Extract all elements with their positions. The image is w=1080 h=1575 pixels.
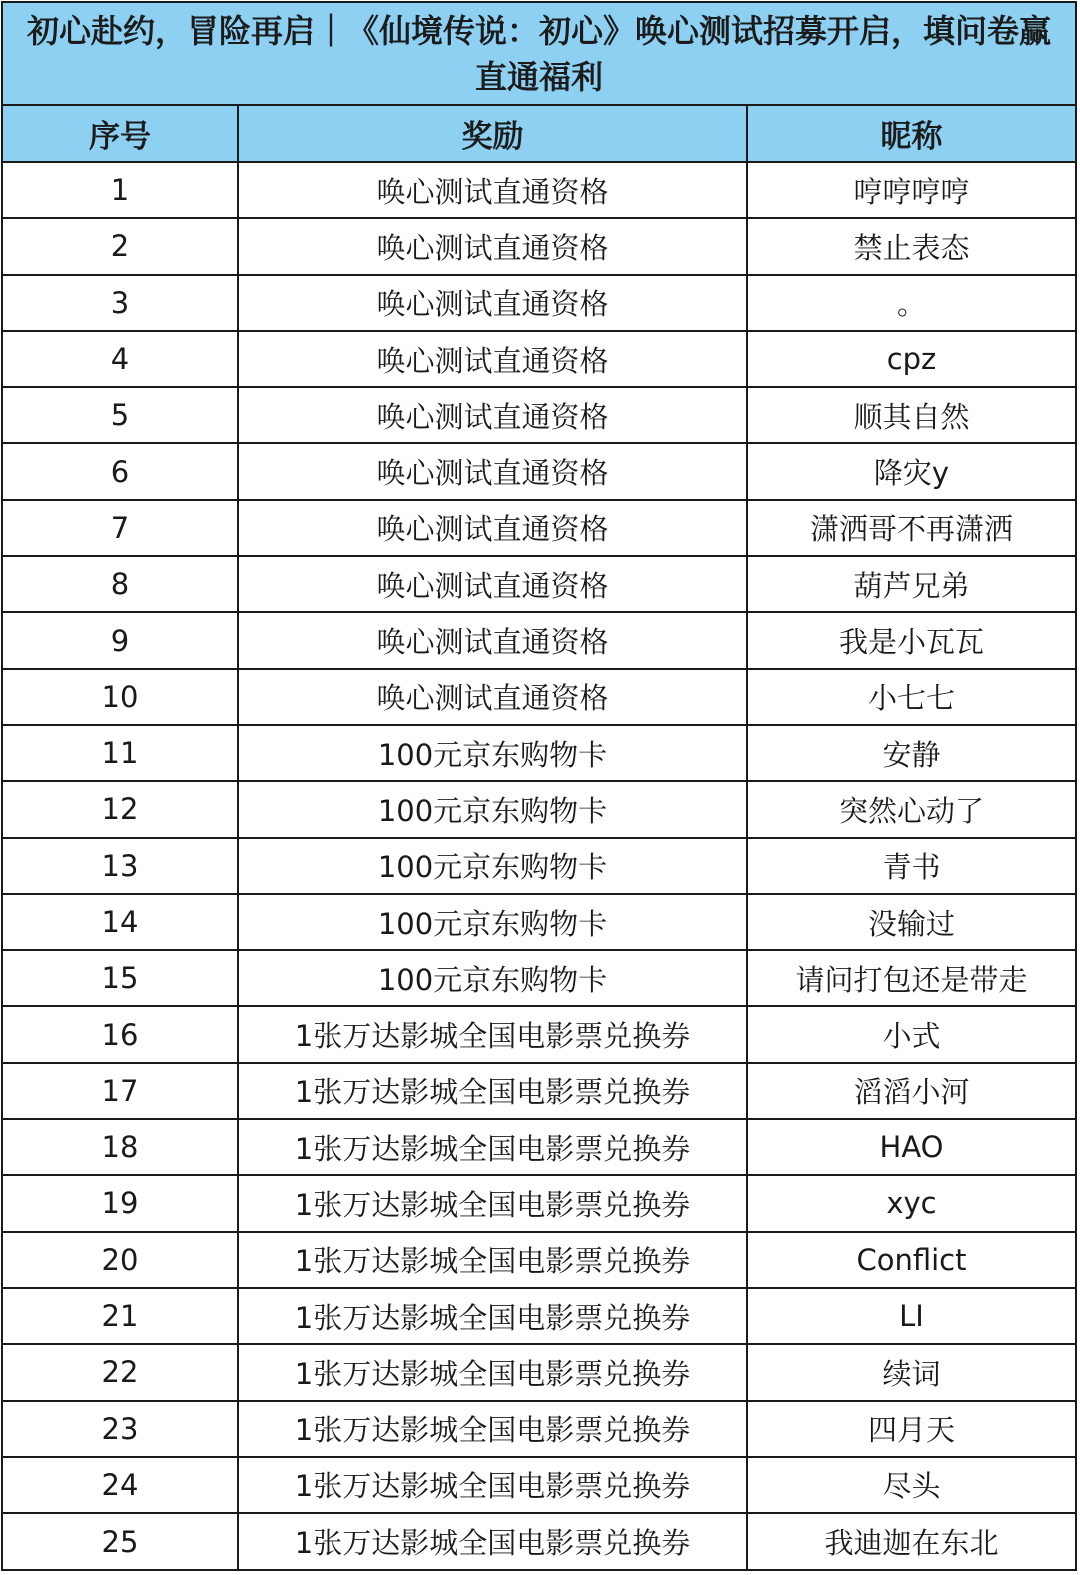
cell-nickname: 安静 bbox=[747, 725, 1075, 781]
cell-nickname: xyc bbox=[747, 1175, 1075, 1231]
cell-nickname: 小式 bbox=[747, 1006, 1075, 1062]
cell-index: 3 bbox=[3, 275, 238, 331]
cell-index: 18 bbox=[3, 1119, 238, 1175]
cell-reward: 1张万达影城全国电影票兑换券 bbox=[238, 1401, 747, 1457]
winners-table bbox=[3, 106, 1075, 1569]
table-row bbox=[3, 387, 1075, 443]
cell-reward: 1张万达影城全国电影票兑换券 bbox=[238, 1119, 747, 1175]
table-row bbox=[3, 950, 1075, 1006]
cell-reward: 1张万达影城全国电影票兑换券 bbox=[238, 1457, 747, 1513]
cell-nickname: 尽头 bbox=[747, 1457, 1075, 1513]
cell-reward: 唤心测试直通资格 bbox=[238, 500, 747, 556]
cell-reward: 唤心测试直通资格 bbox=[238, 331, 747, 387]
table-header-row bbox=[3, 106, 1075, 162]
cell-reward: 唤心测试直通资格 bbox=[238, 162, 747, 218]
cell-index: 20 bbox=[3, 1232, 238, 1288]
cell-nickname: 请问打包还是带走 bbox=[747, 950, 1075, 1006]
cell-index: 6 bbox=[3, 443, 238, 499]
cell-reward: 100元京东购物卡 bbox=[238, 725, 747, 781]
cell-index: 9 bbox=[3, 612, 238, 668]
cell-index: 17 bbox=[3, 1063, 238, 1119]
table-row bbox=[3, 275, 1075, 331]
cell-reward: 100元京东购物卡 bbox=[238, 781, 747, 837]
table-row bbox=[3, 781, 1075, 837]
table-row bbox=[3, 556, 1075, 612]
table-row bbox=[3, 443, 1075, 499]
cell-reward: 1张万达影城全国电影票兑换券 bbox=[238, 1232, 747, 1288]
cell-nickname: cpz bbox=[747, 331, 1075, 387]
cell-reward: 100元京东购物卡 bbox=[238, 838, 747, 894]
cell-nickname: 葫芦兄弟 bbox=[747, 556, 1075, 612]
cell-index: 7 bbox=[3, 500, 238, 556]
cell-reward: 1张万达影城全国电影票兑换券 bbox=[238, 1513, 747, 1569]
table-row bbox=[3, 1063, 1075, 1119]
table-row bbox=[3, 1175, 1075, 1231]
cell-nickname: 滔滔小河 bbox=[747, 1063, 1075, 1119]
table-row bbox=[3, 1119, 1075, 1175]
cell-index: 12 bbox=[3, 781, 238, 837]
table-row bbox=[3, 218, 1075, 274]
cell-nickname: 降灾y bbox=[747, 443, 1075, 499]
column-header-reward: 奖励 bbox=[238, 106, 747, 162]
cell-nickname: 突然心动了 bbox=[747, 781, 1075, 837]
cell-index: 4 bbox=[3, 331, 238, 387]
table-row bbox=[3, 1401, 1075, 1457]
cell-index: 8 bbox=[3, 556, 238, 612]
cell-reward: 1张万达影城全国电影票兑换券 bbox=[238, 1344, 747, 1400]
cell-nickname: 小七七 bbox=[747, 669, 1075, 725]
cell-index: 22 bbox=[3, 1344, 238, 1400]
cell-nickname: LI bbox=[747, 1288, 1075, 1344]
cell-index: 11 bbox=[3, 725, 238, 781]
table-row bbox=[3, 894, 1075, 950]
cell-index: 16 bbox=[3, 1006, 238, 1062]
cell-reward: 1张万达影城全国电影票兑换券 bbox=[238, 1063, 747, 1119]
cell-reward: 100元京东购物卡 bbox=[238, 894, 747, 950]
cell-reward: 唤心测试直通资格 bbox=[238, 556, 747, 612]
cell-reward: 唤心测试直通资格 bbox=[238, 275, 747, 331]
cell-reward: 1张万达影城全国电影票兑换券 bbox=[238, 1006, 747, 1062]
table-row bbox=[3, 612, 1075, 668]
table-body bbox=[3, 162, 1075, 1569]
column-header-nickname: 昵称 bbox=[747, 106, 1075, 162]
table-row bbox=[3, 1232, 1075, 1288]
cell-nickname: 续词 bbox=[747, 1344, 1075, 1400]
cell-index: 5 bbox=[3, 387, 238, 443]
cell-nickname: 哼哼哼哼 bbox=[747, 162, 1075, 218]
cell-nickname: 顺其自然 bbox=[747, 387, 1075, 443]
cell-nickname: 青书 bbox=[747, 838, 1075, 894]
cell-reward: 唤心测试直通资格 bbox=[238, 387, 747, 443]
cell-index: 14 bbox=[3, 894, 238, 950]
cell-nickname: 四月天 bbox=[747, 1401, 1075, 1457]
cell-reward: 唤心测试直通资格 bbox=[238, 612, 747, 668]
cell-reward: 唤心测试直通资格 bbox=[238, 218, 747, 274]
cell-index: 24 bbox=[3, 1457, 238, 1513]
cell-nickname: 。 bbox=[747, 275, 1075, 331]
table-row bbox=[3, 1288, 1075, 1344]
table-row bbox=[3, 162, 1075, 218]
sheet-title: 初心赴约，冒险再启｜《仙境传说：初心》唤心测试招募开启，填问卷赢直通福利 bbox=[3, 3, 1075, 106]
table-row bbox=[3, 500, 1075, 556]
column-header-index: 序号 bbox=[3, 106, 238, 162]
table-row bbox=[3, 1344, 1075, 1400]
table-row bbox=[3, 838, 1075, 894]
cell-index: 19 bbox=[3, 1175, 238, 1231]
cell-index: 21 bbox=[3, 1288, 238, 1344]
cell-nickname: 我迪迦在东北 bbox=[747, 1513, 1075, 1569]
cell-nickname: HAO bbox=[747, 1119, 1075, 1175]
cell-reward: 1张万达影城全国电影票兑换券 bbox=[238, 1288, 747, 1344]
cell-index: 13 bbox=[3, 838, 238, 894]
table-row bbox=[3, 725, 1075, 781]
table-row bbox=[3, 1006, 1075, 1062]
table-row bbox=[3, 1513, 1075, 1569]
cell-index: 15 bbox=[3, 950, 238, 1006]
table-row bbox=[3, 669, 1075, 725]
cell-nickname: 潇洒哥不再潇洒 bbox=[747, 500, 1075, 556]
cell-nickname: 禁止表态 bbox=[747, 218, 1075, 274]
cell-index: 2 bbox=[3, 218, 238, 274]
table-row bbox=[3, 331, 1075, 387]
cell-nickname: 我是小瓦瓦 bbox=[747, 612, 1075, 668]
table-row bbox=[3, 1457, 1075, 1513]
cell-index: 23 bbox=[3, 1401, 238, 1457]
cell-nickname: Conflict bbox=[747, 1232, 1075, 1288]
cell-index: 10 bbox=[3, 669, 238, 725]
cell-reward: 100元京东购物卡 bbox=[238, 950, 747, 1006]
cell-reward: 唤心测试直通资格 bbox=[238, 669, 747, 725]
cell-reward: 唤心测试直通资格 bbox=[238, 443, 747, 499]
cell-index: 25 bbox=[3, 1513, 238, 1569]
cell-index: 1 bbox=[3, 162, 238, 218]
cell-reward: 1张万达影城全国电影票兑换券 bbox=[238, 1175, 747, 1231]
winner-list-sheet bbox=[1, 1, 1077, 1571]
cell-nickname: 没输过 bbox=[747, 894, 1075, 950]
